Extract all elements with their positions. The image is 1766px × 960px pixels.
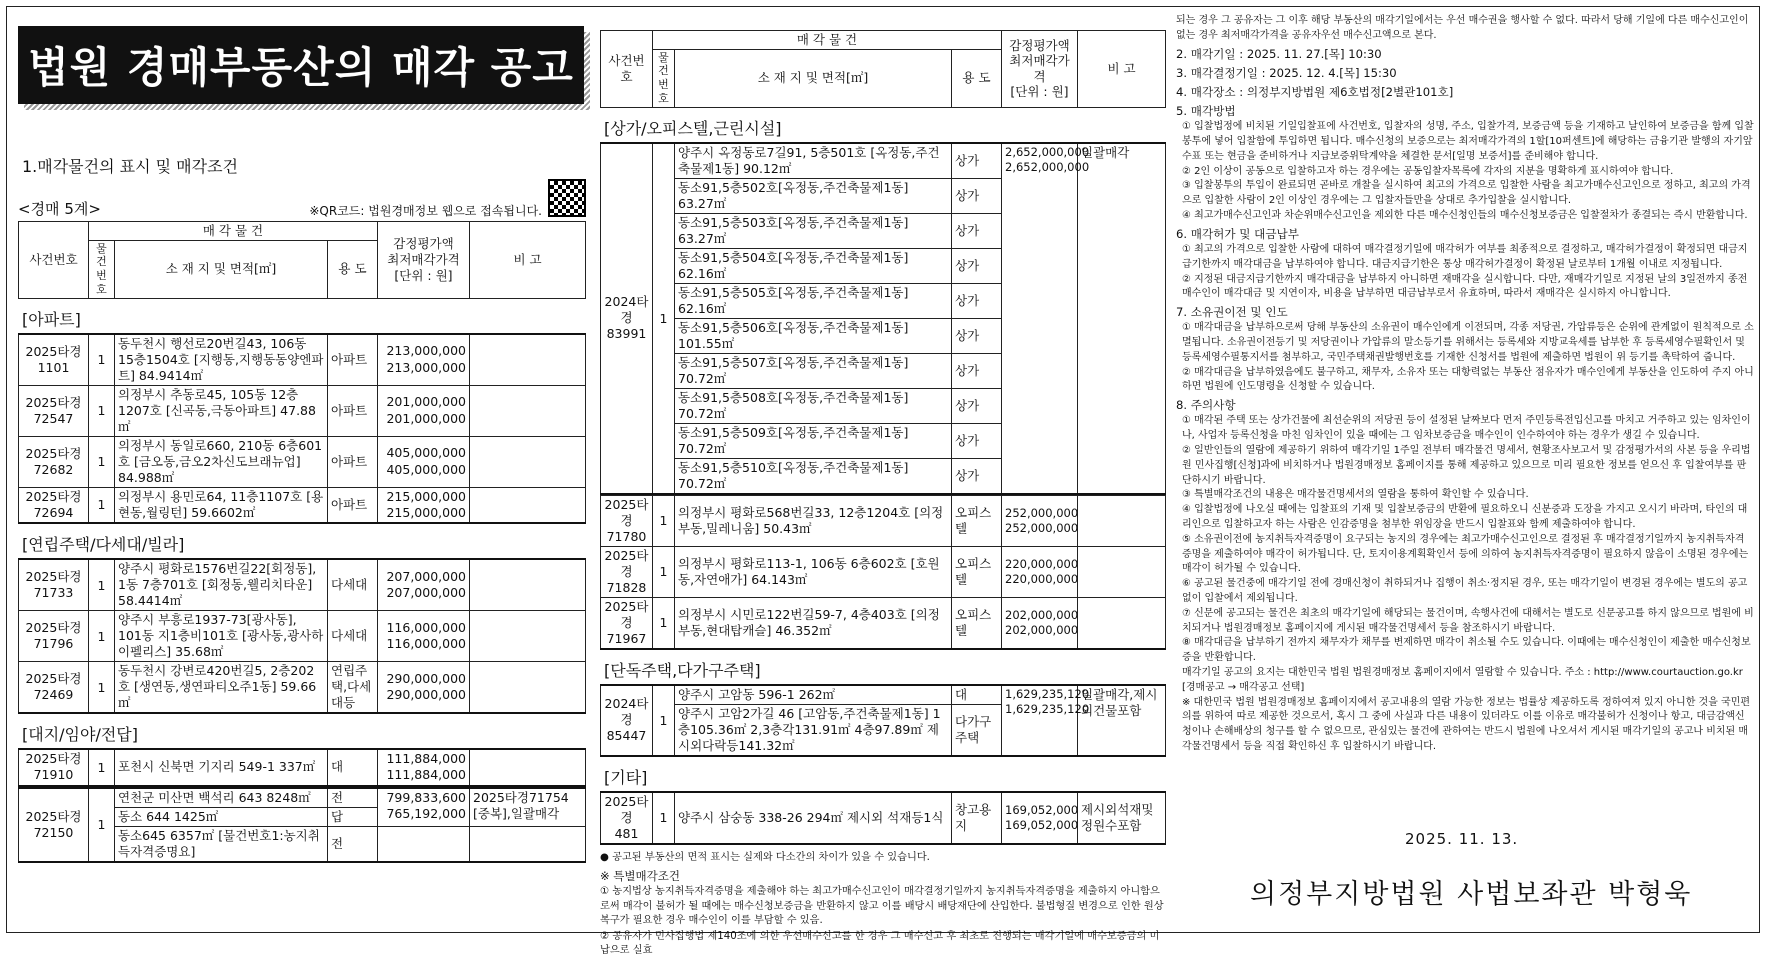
case-number-cell: 2024타경 83991 <box>601 143 653 494</box>
price-cell: 207,000,000 207,000,000 <box>378 559 470 611</box>
use-cell: 상가 <box>952 458 1002 494</box>
location-cell: 양주시 고암2가길 46 [고암동,주건축물제1동] 1층105.36㎡ 2,3층각131.91㎡ 4층97.89㎡ 제시외다락등141.32㎡ <box>675 704 952 756</box>
notice-item-text: ① 매각대금을 납부하으로써 당해 부동산의 소유권이 매수인에게 이전되며, 각종 저당권, 가압류등은 순위에 관계없이 원칙적으로 소멸됩니다. 소유권이전등기 및 저당권이나 가압류의 말소등기를 위해서는 등록세와 지방교육세를 납부한 후 등록세영수필확인서 및 등록세영수필통지서를 첨부하고, 국민주택채권발행번호를 기재한 신청서를 법원에 제출하면 법원이 위 등기를 촉탁하여 줍니다. <box>1182 322 1754 363</box>
price-cell: 169,052,000 169,052,000 <box>1002 792 1078 844</box>
table-row <box>19 436 586 487</box>
item-number-cell: 1 <box>89 749 115 786</box>
use-cell: 다세대 <box>328 611 378 662</box>
notice-item-text: ⑧ 매각대금을 납부하기 전까지 채무자가 채무를 변제하면 매각이 취소될 수도 있습니다. 이때에는 매수신청인이 제출한 매수신청보증을 반환합니다. <box>1182 637 1751 664</box>
notice-item-text: ① 매각된 주택 또는 상가건물에 최선순위의 저당권 등이 설정된 날짜보다 먼저 주민등록전입신고를 마치고 거주하고 있는 임차인이나, 사업자 등록신청을 마친 임차인이 있을 때에는 그 임차보증금을 매수인이 인수하여야 하는 경우가 생길 수 있습니다. <box>1182 415 1751 442</box>
use-cell: 상가 <box>952 248 1002 283</box>
table-row <box>19 334 586 386</box>
note-cell <box>470 749 586 786</box>
use-cell: 아파트 <box>328 334 378 386</box>
item-number-cell: 1 <box>89 334 115 386</box>
use-cell: 오피스텔 <box>952 495 1002 546</box>
use-cell: 전 <box>328 826 378 862</box>
special-condition-item: ② 공유자가 민사집행법 제140조에 의한 우선매수신고를 한 경우 그 매수신고 후 최초로 진행되는 매각기일에 매수보증금의 미납으로 실효 <box>600 930 1160 957</box>
item-number-cell: 1 <box>89 611 115 662</box>
section-1-title: 1.매각물건의 표시 및 매각조건 <box>22 157 238 176</box>
price-cell: 202,000,000 202,000,000 <box>1002 597 1078 649</box>
header-use: 용 도 <box>951 49 1001 107</box>
use-cell: 창고용지 <box>952 792 1002 844</box>
column-3-sections <box>1176 46 1754 755</box>
listing-table <box>600 791 1166 845</box>
case-number-cell: 2025타경 71796 <box>19 611 89 662</box>
dept-line <box>18 181 586 219</box>
case-number-cell: 2025타경 71828 <box>601 546 653 597</box>
special-conditions-title: ※ 특별매각조건 <box>600 869 680 884</box>
price-cell: 213,000,000 213,000,000 <box>378 334 470 386</box>
location-cell: 의정부시 동일로660, 210동 6층601호 [금오동,금오2차신도브래뉴업] 84.988㎡ <box>115 436 328 487</box>
notice-item-text: ② 매각대금을 납부하였음에도 불구하고, 채무자, 소유자 또는 대항력없는 부동산 점유자가 매수인에게 부동산을 인도하여 주지 아니하면 법원에 인도명령을 신청할 수 있습니다. <box>1182 366 1754 393</box>
location-cell: 의정부시 추동로45, 105동 12층1207호 [신곡동,극동아파트] 47.88㎡ <box>115 385 328 436</box>
header-item-no: 물건 번호 <box>89 240 115 298</box>
dept-label: <경매 5계> <box>18 200 101 218</box>
use-cell: 아파트 <box>328 385 378 436</box>
location-cell: 동소91,5층508호[옥정동,주건축물제1동] 70.72㎡ <box>675 388 952 423</box>
item-number-cell: 1 <box>653 792 675 844</box>
case-number-cell: 2025타경 71733 <box>19 559 89 611</box>
listing-table <box>18 787 586 863</box>
header-location: 소 재 지 및 면적[㎡] <box>115 240 328 298</box>
location-cell: 동소 644 1425㎡ <box>115 807 328 826</box>
note-cell <box>470 436 586 487</box>
case-number-cell: 2025타경 72547 <box>19 385 89 436</box>
category-title: [아파트] <box>22 309 81 329</box>
header-property: 매 각 물 건 <box>653 31 1002 50</box>
price-cell: 111,884,000 111,884,000 <box>378 749 470 786</box>
item-number-cell: 1 <box>653 546 675 597</box>
use-cell: 상가 <box>952 423 1002 458</box>
case-number-cell: 2025타경 72469 <box>19 662 89 714</box>
use-cell: 아파트 <box>328 487 378 523</box>
case-number-cell: 2025타경 71780 <box>601 495 653 546</box>
case-number-cell: 2025타경 72694 <box>19 487 89 523</box>
notice-item-text: ③ 특별매각조건의 내용은 매각물건명세서의 열람을 통하여 확인할 수 있습니다. <box>1182 489 1529 501</box>
notice-item-text: ④ 입찰법정에 나오실 때에는 입찰표의 기재 및 입찰보증금의 반환에 필요하오니 신분증과 도장을 가지고 오시기 바라며, 타인의 대리인으로 입찰하고자 하는 사람은 인감증명을 첨부한 위임장을 반드시 입찰표와 함께 제출하여야 합니다. <box>1182 504 1748 531</box>
table-row <box>19 788 586 808</box>
case-number-cell: 2025타경 71910 <box>19 749 89 786</box>
location-cell: 양주시 삼숭동 338-26 294㎡ 제시외 석재등1식 <box>675 792 952 844</box>
use-cell: 아파트 <box>328 436 378 487</box>
table-row <box>601 546 1166 597</box>
use-cell: 상가 <box>952 353 1002 388</box>
header-case: 사건번호 <box>601 31 653 108</box>
note-cell <box>470 334 586 386</box>
case-number-cell: 2025타경 481 <box>601 792 653 844</box>
price-cell: 252,000,000 252,000,000 <box>1002 495 1078 546</box>
location-cell: 동두천시 강변로420번길5, 2층202호 [생연동,생연파티오주1동] 59.66㎡ <box>115 662 328 714</box>
header-table-2 <box>600 30 1166 108</box>
use-cell: 상가 <box>952 143 1002 179</box>
notice-item-heading: 5. 매각방법 <box>1176 104 1236 119</box>
listing-table <box>18 333 586 525</box>
header-use: 용 도 <box>327 240 377 298</box>
price-cell: 290,000,000 290,000,000 <box>378 662 470 714</box>
table-row <box>601 495 1166 546</box>
case-number-cell: 2025타경 71967 <box>601 597 653 649</box>
price-cell: 220,000,000 220,000,000 <box>1002 546 1078 597</box>
category-title: [기타] <box>604 767 648 787</box>
table-row <box>601 143 1166 179</box>
location-cell: 의정부시 용민로64, 11층1107호 [용현동,월링턴] 59.6602㎡ <box>115 487 328 523</box>
location-cell: 양주시 부흥로1937-73[광사동], 101동 지1층비101호 [광사동,광사하이펠리스] 35.68㎡ <box>115 611 328 662</box>
price-cell: 2,652,000,000 2,652,000,000 <box>1002 143 1078 494</box>
location-cell: 동소91,5층503호[옥정동,주건축물제1동] 63.27㎡ <box>675 213 952 248</box>
column-2 <box>600 30 1166 960</box>
location-cell: 동소645 6357㎡ [물건번호1:농지취득자격증명요] <box>115 826 328 862</box>
use-cell: 대 <box>952 685 1002 705</box>
title-banner <box>18 26 584 104</box>
price-cell: 116,000,000 116,000,000 <box>378 611 470 662</box>
location-cell: 동소91,5층509호[옥정동,주건축물제1동] 70.72㎡ <box>675 423 952 458</box>
notice-item-text: ② 2인 이상이 공동으로 입찰하고자 하는 경우에는 공동입찰자목록에 각자의 지분을 명확하게 표시하여야 합니다. <box>1182 165 1674 177</box>
use-cell: 상가 <box>952 388 1002 423</box>
case-number-cell: 2025타경 72150 <box>19 788 89 862</box>
header-value: 감정평가액 최저매각가격 [단위 : 원] <box>378 222 470 299</box>
notice-item-heading: 3. 매각결정기일 : 2025. 12. 4.[목] 15:30 <box>1176 65 1397 80</box>
note-cell: 일괄매각 <box>1078 143 1166 494</box>
notice-item-text: ② 지정된 대금지급기한까지 매각대금을 납부하지 아니하면 재매각을 실시합니다. 다만, 재매각기일로 지정된 날의 3일전까지 종전 매수인이 매각대금 및 지연이자, 비용을 납부하면 대금납부로서 유효하며, 따라서 재매각은 실시하지 아니합니다. <box>1182 273 1748 300</box>
area-disclaimer: ● 공고된 부동산의 면적 표시는 실제와 다소간의 차이가 있을 수 있습니다. <box>600 851 930 863</box>
use-cell: 다가구주택 <box>952 704 1002 756</box>
use-cell: 상가 <box>952 178 1002 213</box>
table-row <box>19 385 586 436</box>
header-property: 매 각 물 건 <box>89 222 378 241</box>
price-cell-empty <box>378 826 470 862</box>
item-number-cell: 1 <box>653 597 675 649</box>
table-row <box>601 597 1166 649</box>
location-cell: 연천군 미산면 백석리 643 8248㎡ <box>115 788 328 808</box>
page-title: 법원 경매부동산의 매각 공고 <box>28 43 574 92</box>
note-cell: 2025타경71754 [중복],일괄매각 <box>470 788 586 827</box>
category-title: [상가/오피스텔,근린시설] <box>604 118 782 138</box>
location-cell: 동소91,5층505호[옥정동,주건축물제1동] 62.16㎡ <box>675 283 952 318</box>
column-1 <box>18 110 586 863</box>
location-cell: 동소91,5층507호[옥정동,주건축물제1동] 70.72㎡ <box>675 353 952 388</box>
case-number-cell: 2024타경 85447 <box>601 685 653 756</box>
listing-table <box>600 684 1166 757</box>
column-2-listings <box>600 116 1166 959</box>
notice-item-text: ④ 최고가매수신고인과 차순위매수신고인을 제외한 다른 매수신청인들의 매수신청보증금은 입찰절차가 종결되는 즉시 반환합니다. <box>1182 210 1748 221</box>
table-row <box>19 487 586 523</box>
note-cell <box>1078 546 1166 597</box>
header-item-no: 물건 번호 <box>653 49 675 107</box>
special-conditions <box>600 851 1166 959</box>
item-number-cell: 1 <box>89 487 115 523</box>
use-cell: 오피스텔 <box>952 597 1002 649</box>
item-number-cell: 1 <box>653 495 675 546</box>
header-case: 사건번호 <box>19 222 89 299</box>
notice-date: 2025. 11. 13. <box>1405 830 1519 848</box>
table-row <box>19 662 586 714</box>
listing-table <box>600 142 1166 495</box>
location-cell: 동소91,5층510호[옥정동,주건축물제1동] 70.72㎡ <box>675 458 952 494</box>
listing-table <box>18 558 586 714</box>
item-number-cell: 1 <box>89 788 115 862</box>
item-number-cell: 1 <box>89 662 115 714</box>
note-cell <box>470 385 586 436</box>
location-cell: 의정부시 평화로113-1, 106동 6층602호 [호원동,자연애가] 64.143㎡ <box>675 546 952 597</box>
location-cell: 포천시 신북면 기지리 549-1 337㎡ <box>115 749 328 786</box>
price-cell: 799,833,600 765,192,000 <box>378 788 470 827</box>
item-number-cell: 1 <box>89 559 115 611</box>
price-cell: 215,000,000 215,000,000 <box>378 487 470 523</box>
use-cell: 상가 <box>952 283 1002 318</box>
location-cell: 동소91,5층506호[옥정동,주건축물제1동] 101.55㎡ <box>675 318 952 353</box>
location-cell: 양주시 고암동 596-1 262㎡ <box>675 685 952 705</box>
notice-item-text: ⑤ 소유권이전에 농지취득자격증명이 요구되는 농지의 경우에는 최고가매수신고인으로 결정된 후 매각결정기일까지 농지취득자격증명을 제출하여야 매각이 허가됩니다. 단, 토지이용계획확인서 등에 의하여 농지취득자격증명이 필요하지 않음이 소명된 경우에는 매각이 허가될 수 있습니다. <box>1182 533 1749 575</box>
notice-item-text: 매각기일 공고의 요지는 대한민국 법원 법원경매정보 홈페이지에서 열람할 수 있습니다. 주소 : http://www.courtauction.go.kr [경매공고 → 매각공고 선택] <box>1182 666 1743 693</box>
item-number-cell: 1 <box>653 685 675 756</box>
location-cell: 동소91,5층502호[옥정동,주건축물제1동] 63.27㎡ <box>675 178 952 213</box>
note-cell <box>1078 597 1166 649</box>
price-cell: 1,629,235,120 1,629,235,120 <box>1002 685 1078 756</box>
listing-table <box>600 495 1166 650</box>
use-cell: 상가 <box>952 318 1002 353</box>
category-title: [연립주택/다세대/빌라] <box>22 535 185 555</box>
note-cell: 제시외석재및정원수포함 <box>1078 792 1166 844</box>
column-3 <box>1176 14 1754 755</box>
notice-item-heading: 6. 매각허가 및 대금납부 <box>1176 226 1299 241</box>
notice-item-text: ② 일반인들의 열람에 제공하기 위하여 매각기일 1주일 전부터 매각물건 명세서, 현황조사보고서 및 감정평가서의 사본 등을 우리법원 민사집행[신청]과에 비치하거나 법원경매정보 홈페이지를 통해 제공하고 있으므로 미리 필요한 정보를 얻으신 후 입찰여부를 판단하시기 바랍니다. <box>1182 445 1751 486</box>
notice-item-heading: 2. 매각기일 : 2025. 11. 27.[목] 10:30 <box>1176 46 1382 61</box>
use-cell: 오피스텔 <box>952 546 1002 597</box>
price-cell: 405,000,000 405,000,000 <box>378 436 470 487</box>
notice-item-text: ① 최고의 가격으로 입찰한 사람에 대하여 매각결정기일에 매각허가 여부를 최종적으로 결정하고, 매각허가결정이 확정되면 대금지급기한까지 매각대금을 납부하여야 합니다. 대금지급기한은 통상 매각허가결정이 확정된 날로부터 1개월 이내로 지정됩니다. <box>1182 243 1748 270</box>
location-cell: 의정부시 평화로568번길33, 12층1204호 [의정부동,밀레니움] 50.43㎡ <box>675 495 952 546</box>
table-row <box>19 749 586 786</box>
location-cell: 의정부시 시민로122번길59-7, 4층403호 [의정부동,현대탑캐슬] 46.352㎡ <box>675 597 952 649</box>
item-number-cell: 1 <box>653 143 675 494</box>
notice-item-text: ⑦ 신문에 공고되는 물건은 최초의 매각기일에 해당되는 물건이며, 속행사건에 대해서는 별도로 신문공고를 하지 않으므로 법원에 비치되거나 법원경매정보 홈페이지에 게시된 매각물건명세서 등을 참조하시기 바랍니다. <box>1182 607 1754 634</box>
table-row <box>601 685 1166 705</box>
location-cell: 동두천시 행선로20번길43, 106동 15층1504호 [지행동,지행동동양엔파트] 84.9414㎡ <box>115 334 328 386</box>
notice-item-text: ③ 입찰봉투의 투입이 완료되면 곧바로 개찰을 실시하여 최고의 가격으로 입찰한 사람을 최고가매수신고인으로 정하고, 최고의 가격으로 입찰한 사람이 2인 이상인 경우에는 그 입찰자들만을 상대로 추가입찰을 실시합니다. <box>1182 180 1751 207</box>
location-cell: 양주시 평화로1576번길22[회정동], 1동 7층701호 [회정동,웰리치타운] 58.4414㎡ <box>115 559 328 611</box>
table-row <box>601 792 1166 844</box>
item-number-cell: 1 <box>89 385 115 436</box>
table-row <box>19 559 586 611</box>
case-number-cell: 2025타경 72682 <box>19 436 89 487</box>
use-cell: 대 <box>328 749 378 786</box>
note-cell <box>470 611 586 662</box>
use-cell: 전 <box>328 788 378 808</box>
use-cell: 연립주택,다세대등 <box>328 662 378 714</box>
header-table-1 <box>18 221 586 299</box>
item-number-cell: 1 <box>89 436 115 487</box>
category-title: [단독주택,다가구주택] <box>604 660 761 680</box>
location-cell: 동소91,5층504호[옥정동,주건축물제1동] 62.16㎡ <box>675 248 952 283</box>
case-number-cell: 2025타경 1101 <box>19 334 89 386</box>
note-cell: 일괄매각,제시외건물포함 <box>1078 685 1166 756</box>
use-cell: 상가 <box>952 213 1002 248</box>
note-cell <box>470 662 586 714</box>
note-cell <box>470 487 586 523</box>
header-note: 비 고 <box>470 222 586 299</box>
header-note: 비 고 <box>1078 31 1166 108</box>
notice-item-heading: 7. 소유권이전 및 인도 <box>1176 305 1288 320</box>
use-cell: 다세대 <box>328 559 378 611</box>
special-condition-item: ① 농지법상 농지취득자격증명을 제출해야 하는 최고가매수신고인이 매각결정기일까지 농지취득자격증명을 제출하지 아니함으로써 매각이 불허가 될 때에는 매수신청보증금을 반환하지 않고 이를 배당시 배당재단에 산입한다. 불법형질 변경으로 인한 원상복구가 필요한 경우 매수인이 이를 부담할 수 있음. <box>600 886 1164 927</box>
note-cell <box>470 559 586 611</box>
column-1-listings <box>18 307 586 863</box>
note-cell <box>1078 495 1166 546</box>
listing-table <box>18 748 586 787</box>
header-location: 소 재 지 및 면적[㎡] <box>675 49 952 107</box>
note-cell-empty <box>470 826 586 862</box>
notice-item-heading: 4. 매각장소 : 의정부지방법원 제6호법정[2별관101호] <box>1176 84 1454 99</box>
header-value: 감정평가액 최저매각가격 [단위 : 원] <box>1002 31 1078 108</box>
notice-item-text: ① 입찰법정에 비치된 기일입찰표에 사건번호, 입찰자의 성명, 주소, 입찰가격, 보증금액 등을 기재하고 날인하여 보증금을 함께 입찰봉투에 넣어 입찰함에 투입하면 됩니다. 매수신청의 보증으로는 최저매각가격의 1할[10퍼센트]에 해당하는 금융기관 발행의 자기앞수표 또는 현금을 준비하거나 지급보증위탁계약을 체결한 문서[일명 보증서]를 준비해야 합니다. <box>1182 121 1754 162</box>
notice-item-text: ⑥ 공고된 물건중에 매각기일 전에 경매신청이 취하되거나 집행이 취소·정지된 경우, 또는 매각기일이 변경된 경우에는 별도의 공고없이 입찰에서 제외됩니다. <box>1182 578 1748 604</box>
qr-note: ※QR코드: 법원경매정보 웹으로 접속됩니다. <box>309 204 542 218</box>
qr-code-icon[interactable] <box>548 179 586 217</box>
location-cell: 양주시 옥정동로7길91, 5층501호 [옥정동,주건축물제1동] 90.12㎡ <box>675 143 952 179</box>
price-cell: 201,000,000 201,000,000 <box>378 385 470 436</box>
category-title: [대지/임야/전답] <box>22 725 139 745</box>
notice-item-text: ※ 대한민국 법원 법원경매정보 홈페이지에서 공고내용의 열람 가능한 정보는 법률상 제공하도록 정하여져 있지 아니한 것을 국민편의를 위하여 따로 제공한 것으로서, 혹시 그 중에 사실과 다른 내용이 있더라도 이를 이유로 매각불허가 신청이나 항고, 대금감액신청이나 손해배상의 청구를 할 수 없으므로, 관심있는 물건에 관하여는 반드시 법원에 나오셔서 게시된 매각기일의 공고나 비치된 매각물건명세서 등을 직접 확인하신 후 입찰하시기 바랍니다. <box>1182 696 1751 752</box>
intro-text: 되는 경우 그 공유자는 그 이후 해당 부동산의 매각기일에서는 우선 매수권을 행사할 수 없다. 따라서 당해 기일에 다른 매수신고인이 없는 경우 최저매각가격을 공유자우선 매수신고액으로 본다. <box>1176 15 1749 41</box>
use-cell: 답 <box>328 807 378 826</box>
signature: 의정부지방법원 사법보좌관 박형욱 <box>1250 879 1693 910</box>
notice-item-heading: 8. 주의사항 <box>1176 398 1236 413</box>
table-row <box>19 611 586 662</box>
